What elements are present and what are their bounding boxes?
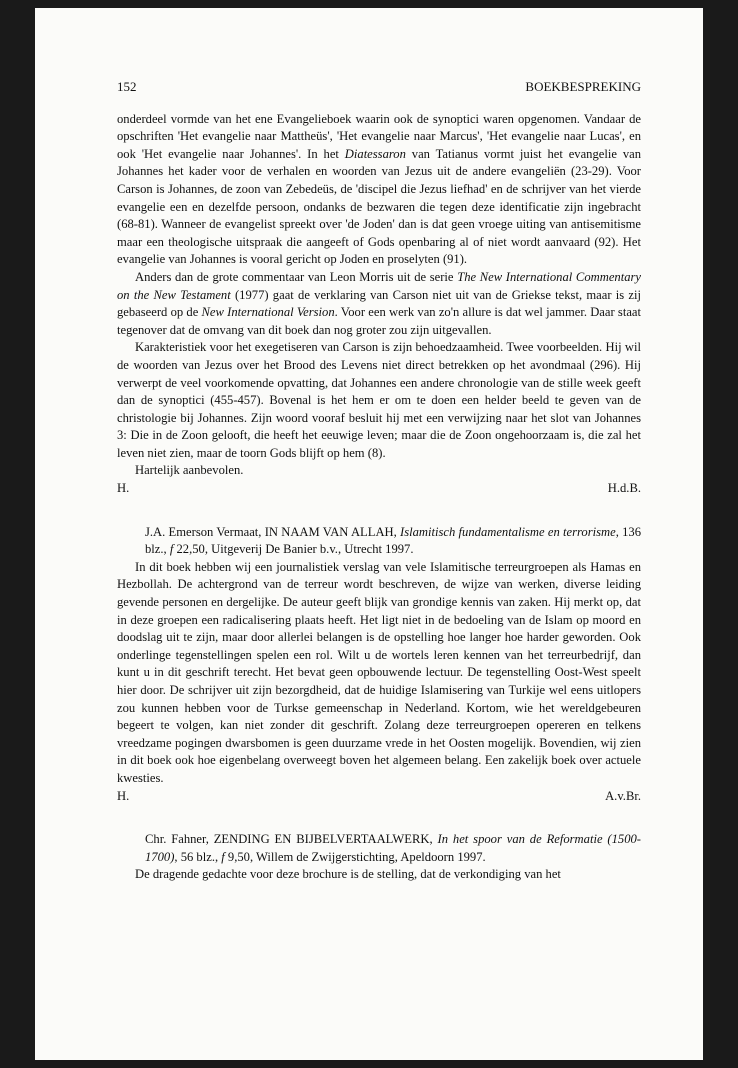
signature-reviewer: A.v.Br. — [605, 788, 641, 803]
signature-reviewer: H.d.B. — [607, 481, 641, 496]
page-content — [117, 78, 641, 884]
review1-paragraph-1: onderdeel vormde van het ene Evangelieboek waarin ook de synoptici waren opgenomen. Vandaar de opschriften 'Het evangelie naar Mattheüs', 'Het evangelie naar Marcus', 'Het evangelie naar Lucas', en ook 'Het evangelie naar Johannes'. In het Diatessaron van Tatianus vormt juist het evangelie van Johannes het kader voor de verhalen en woorden van Jezus uit de andere evangeliën (23-29). Voor Carson is Johannes, de zoon van Zebedeüs, de 'discipel die Jezus liefhad' en de schrijver van het vierde evangelie een en dezelfde persoon, ondanks de bezwaren die tegen deze identificatie zijn ingebracht (68-81). Wanneer de evangelist spreekt over 'de Joden' dan is dat geen vroege uiting van antisemitisme maar een theologische uitspraak die aangeeft of Gods openbaring al of niet wordt aanvaard (92). Het evangelie van Johannes is vooral gericht op Joden en proselyten (91). — [117, 111, 642, 267]
review3-body: De dragende gedachte voor deze brochure is de stelling, dat de verkondiging van het — [135, 867, 561, 882]
signature-initial: H. — [117, 788, 130, 803]
running-header — [117, 78, 641, 96]
review3-bibliography: Chr. Fahner, ZENDING EN BIJBELVERTAALWERK, In het spoor van de Reformatie (1500-1700), 56 blz., f 9,50, Willem de Zwijgerstichting, Apeldoorn 1997. — [145, 832, 641, 864]
review1-paragraph-3: Karakteristiek voor het exegetiseren van Carson is zijn behoedzaamheid. Twee voorbeelden. Hij wil de woorden van Jezus over het Brood des Levens niet direct betrekken op het avondmaal (296). Hij verwerpt de veel voorkomende opvatting, dat Johannes een andere chronologie van de stille week geeft dan de synoptici (455-457). Bovenal is het hem er om te doen een helder beeld te geven van de christologie bij Johannes. Zijn woord vooraf besluit hij met een verwijzing naar het slot van Johannes 3: Die in de Zoon gelooft, die heeft het eeuwige leven; maar die de Zoon ongehoorzaam is, die zal het leven niet zien, maar de toorn Gods blijft op hem (8). — [117, 340, 641, 460]
review1-signature — [117, 480, 641, 498]
review2-signature — [117, 788, 641, 806]
review2-bibliography: J.A. Emerson Vermaat, IN NAAM VAN ALLAH, Islamitisch fundamentalisme en terrorisme, 136 blz., f 22,50, Uitgeverij De Banier b.v., Utrecht 1997. — [145, 524, 641, 557]
page-number: 152 — [117, 79, 137, 94]
signature-initial: H. — [117, 481, 130, 496]
book-page — [35, 8, 703, 1060]
review1-closing: Hartelijk aanbevolen. — [135, 463, 244, 478]
running-title: BOEKBESPREKING — [525, 79, 641, 94]
review2-body: In dit boek hebben wij een journalistiek verslag van vele Islamitische terreurgroepen als Hamas en Hezbollah. De achtergrond van de terreur wordt beschreven, de wijze van werken, diverse leiding gevende personen en dergelijke. De auteur geeft blijk van grondige kennis van zaken. Hij merkt op, dat in deze groepen een radicalisering plaats heeft. Het ligt niet in de bedoeling van de Islam op moord en doodslag uit te zijn, maar door allerlei belangen is de opstelling hoe langer hoe harder geworden. Ook onderlinge tegenstellingen spelen een rol. Wilt u de wortels leren kennen van het terreurbedrijf, dan kunt u in dit geschrift terecht. Het bevat geen opbouwende lectuur. De tegenstelling Oost-West speelt hier door. De schrijver uit zijn bezorgdheid, dat de huidige Islamisering van Turkije wel eens uitlopers zou kunnen hebben voor de Turkse gemeenschap in Nederland. Kortom, wie het wereldgebeuren begeert te volgen, kan niet zonder dit geschrift. Zolang deze terreurgroepen opereren en telkens vreedzame pogingen dwarsbomen is geen duurzame vrede in het Oosten mogelijk. Bovendien, wij zien in dit boek ook hoe eigenbelang overweegt boven het algemeen belang. Een zakelijk boek over actuele kwesties. — [117, 559, 641, 785]
review1-paragraph-2: Anders dan de grote commentaar van Leon Morris uit de serie The New International Commentary on the New Testament (1977) gaat de verklaring van Carson niet uit van de Griekse tekst, maar is zij gebaseerd op de New International Version. Voor een werk van zo'n allure is dat wel jammer. Daar staat tegenover dat de omvang van dit boek dan nog groter zou zijn uitgevallen. — [117, 269, 641, 337]
